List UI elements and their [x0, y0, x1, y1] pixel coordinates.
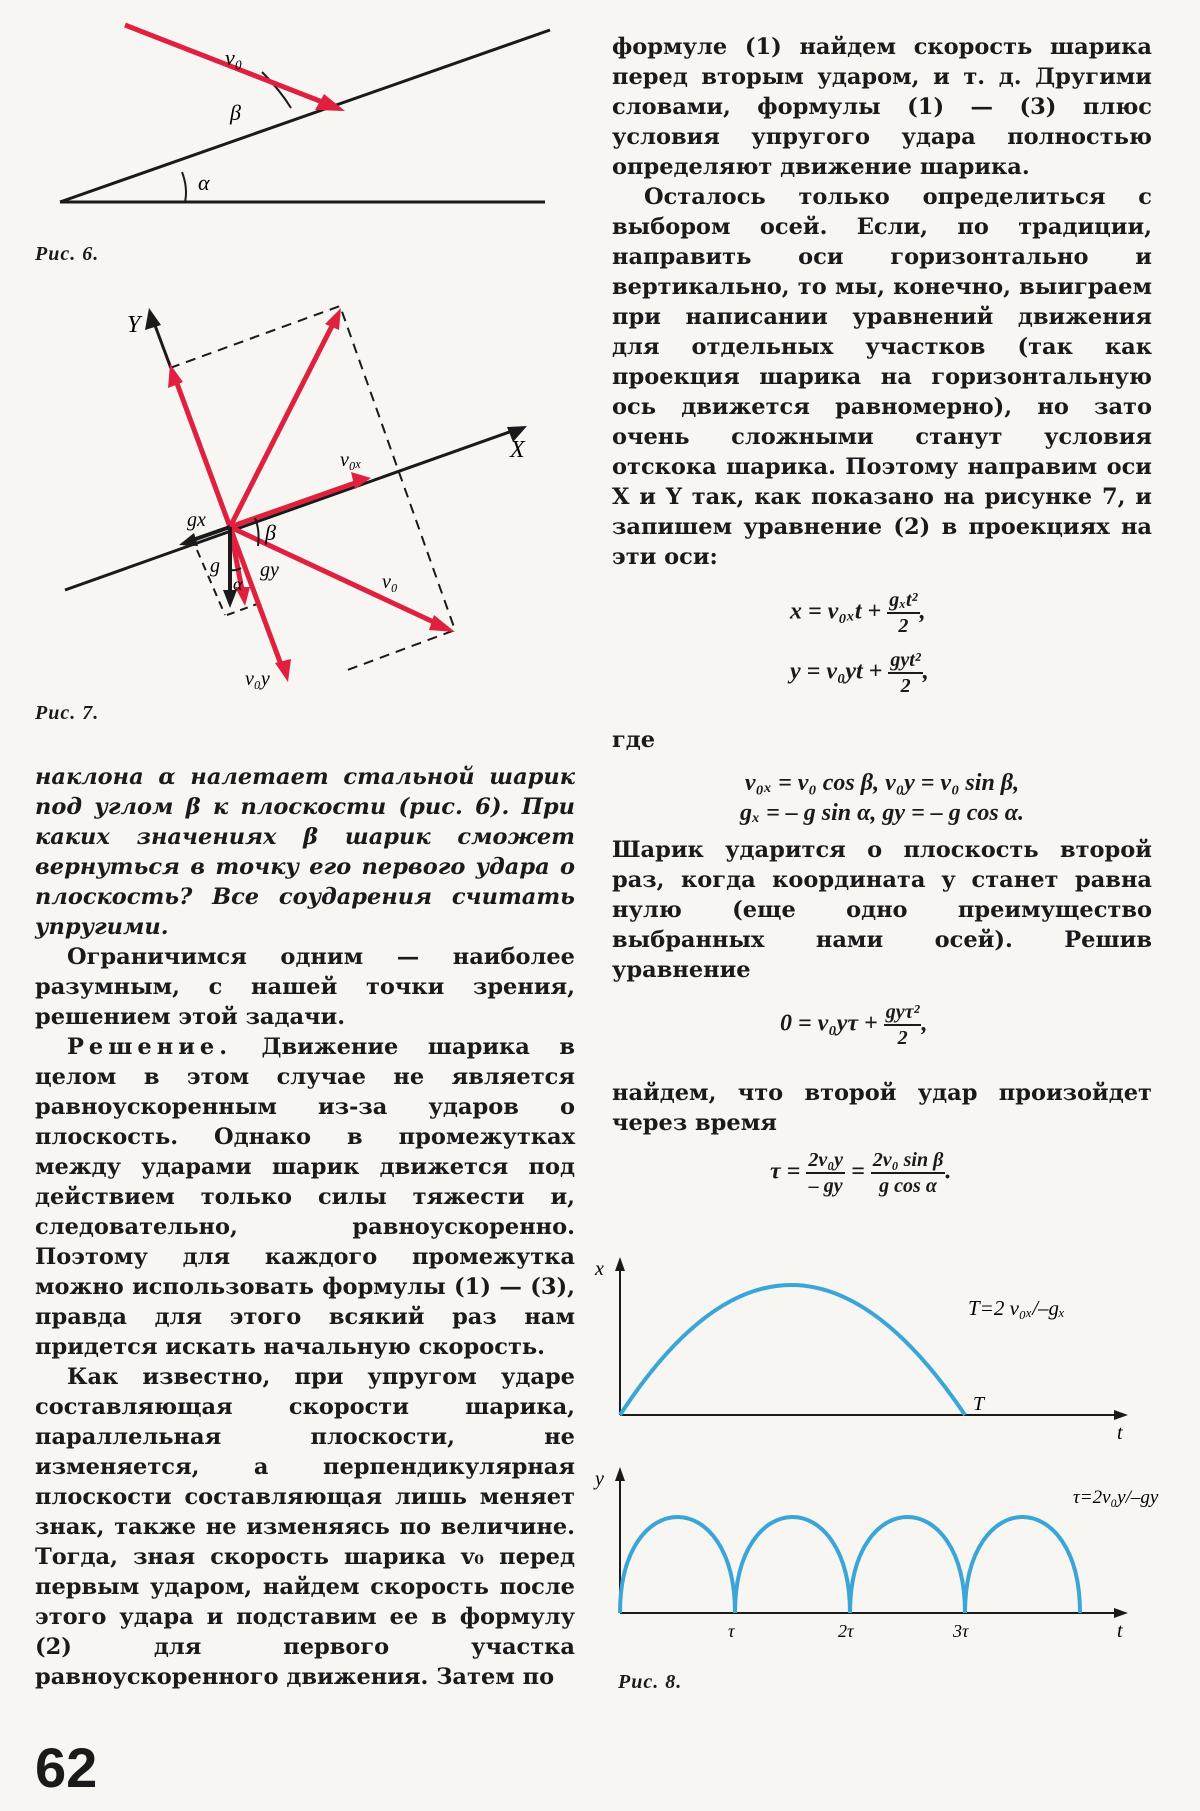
- label-v0y: v₀y: [245, 668, 270, 690]
- tick-2tau: 2τ: [838, 1621, 854, 1641]
- figure-6-caption: Рис. 6.: [35, 243, 100, 265]
- figure-8-top-plot: [590, 1255, 1190, 1445]
- figure-8-caption: Рис. 8.: [618, 1671, 683, 1693]
- paragraph-continue: формуле (1) найдем скорость шарика перед вторым ударом, и т. д. Другими словами, формулы (1) — (3) плюс условия упругого удара полностью определяют движение шарика.: [612, 34, 1152, 180]
- right-column-3: [612, 1078, 1152, 1138]
- label-gx: gx: [187, 509, 206, 531]
- dashed-line-small-2: [227, 603, 260, 615]
- paragraph-axes: Осталось только определиться с выбором осей. Если, по традиции, направить оси горизонтально и вертикально, то мы, конечно, выиграем при написании уравнений движения для отдельных участков (так как проекция шарика на горизонтальную ось движется равномерно), но зато очень сложными станут условия отскока шарика. Поэтому направим оси X и Y так, как показано на рисунке 7, и запишем уравнение (2) в проекциях на эти оси:: [612, 184, 1152, 570]
- arc-3: [850, 1517, 965, 1613]
- label-v0: v₀: [382, 571, 398, 593]
- tick-T: T: [973, 1393, 985, 1415]
- fraction-y: $\frac{\text{gyt²}}{2}$: [890, 649, 921, 697]
- label-alpha: α: [233, 574, 243, 594]
- label-alpha: α: [198, 170, 210, 195]
- equation-y: y = v₀yt + $\frac{\text{gyt²}}{2}$ ,: [790, 649, 929, 697]
- figure-6: [40, 0, 560, 215]
- paragraph-elastic-impact: Как известно, при упругом ударе составляющая скорости шарика, параллельная плоскости, не изменяется, а перпендикулярная плоскости составляющая лишь меняет знак, также не изменяясь по величине. Тогда, зная скорость шарика v₀ перед первым ударом, найдем скорость после этого удара и подставим ее в формулу (2) для первого участка равноускоренного движения. Затем по: [35, 1364, 575, 1690]
- figure-8-bottom-plot: [590, 1465, 1190, 1650]
- label-g: g: [210, 555, 220, 577]
- figure-7: [55, 290, 545, 710]
- alpha-arc: [182, 172, 186, 202]
- definitions-line-1: v₀ₓ = v₀ cos β, v₀y = v₀ sin β,: [744, 770, 1020, 796]
- solution-label: Решение.: [67, 1034, 233, 1060]
- label-v0x: v₀ₓ: [340, 449, 362, 471]
- fraction-tau-2: $\frac{\text{2v₀ sin β}}{\text{g cos α}}$: [872, 1149, 944, 1197]
- parabola-x-t: [620, 1285, 965, 1415]
- problem-statement: наклона α налетает стальной шарик под углом β к плоскости (рис. 6). При каких значениях β шарик сможет вернуться в точку его первого удара о плоскость? Все соударения считать упругими.: [35, 764, 575, 940]
- axis-label-Y: Y: [127, 312, 141, 338]
- axis-label-x: x: [595, 1258, 604, 1280]
- left-column: [35, 762, 575, 1692]
- fraction-x: $\frac{\text{gₓt²}}{2}$: [889, 589, 918, 637]
- y-axis-arrowhead: [145, 308, 161, 330]
- formula-tau: τ=2v₀y/–gy: [1073, 1487, 1159, 1508]
- where-label: где: [612, 727, 656, 753]
- arc-4: [965, 1517, 1080, 1613]
- fraction-tau-1: $\frac{\text{2v₀y}}{- gy}$: [808, 1149, 844, 1197]
- label-gy: gy: [260, 559, 279, 581]
- paragraph-intro: Ограничимся одним — наиболее разумным, с нашей точки зрения, решением этой задачи.: [35, 944, 575, 1030]
- right-column: [612, 32, 1152, 572]
- solution-text: Движение шарика в целом в этом случае не является равноускоренным из-за ударов о плоскость. Однако в промежутках между ударами шарик движется под действием только силы тяжести и, следовательно, равноускоренно. Поэтому для каждого промежутка можно использовать формулы (1) — (3), правда для этого всякий раз нам придется искать начальную скорость.: [35, 1034, 575, 1360]
- paragraph-solution: [35, 1032, 575, 1362]
- x-axis-line: [65, 430, 515, 590]
- equation-tau: τ = $\frac{\text{2v₀y}}{- gy}$ = $\frac{\text{2v₀ sin β}}{\text{g cos α}}$ .: [770, 1149, 952, 1197]
- axis-label-t: t: [1117, 1620, 1123, 1642]
- equation-x: x = v₀ₓt + $\frac{\text{gₓt²}}{2}$ ,: [790, 589, 926, 637]
- page-number: 62: [35, 1736, 98, 1799]
- vector-up-y: [175, 378, 230, 527]
- paragraph-time: найдем, что второй удар произойдет через время: [612, 1080, 1152, 1136]
- paragraph-second-impact: Шарик ударится о плоскость второй раз, когда координата y станет равна нулю (еще одно преимущество выбранных нами осей). Решив уравнение: [612, 837, 1152, 983]
- figure-7-caption: Рис. 7.: [35, 702, 100, 724]
- formula-T: T=2 v₀ₓ/–gₓ: [968, 1296, 1065, 1320]
- arc-1: [620, 1517, 735, 1613]
- axis-label-y: y: [595, 1468, 604, 1490]
- tick-tau: τ: [728, 1621, 735, 1641]
- definitions-line-2: gₓ = – g sin α, gy = – g cos α.: [739, 800, 1025, 826]
- equation-zero: 0 = v₀yτ + $\frac{\text{gyτ²}}{2}$ ,: [780, 1001, 928, 1049]
- right-column-2: [612, 835, 1152, 985]
- label-beta: β: [265, 520, 276, 545]
- arc-2: [735, 1517, 850, 1613]
- axis-label-X: X: [510, 437, 525, 463]
- axis-label-t: t: [1117, 1422, 1123, 1444]
- inclined-plane-line: [60, 30, 550, 202]
- tick-3tau: 3τ: [953, 1621, 969, 1641]
- label-beta: β: [230, 100, 241, 125]
- label-v0: v₀: [225, 45, 243, 70]
- fraction-zero: $\frac{\text{gyτ²}}{2}$: [885, 1001, 920, 1049]
